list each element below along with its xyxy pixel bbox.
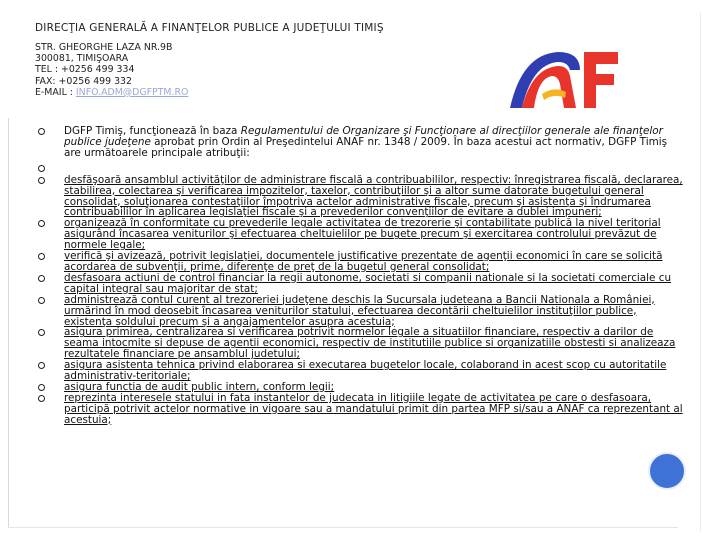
bullet-icon xyxy=(38,177,45,184)
bullet-icon xyxy=(38,128,45,135)
bullet-icon xyxy=(38,253,45,260)
attribution-text: desfăşoară ansamblul activităţilor de administrare fiscală a contribuabililor, respectiv: înregistrarea fiscală, declararea, stabilirea, colectarea şi verificarea impozitelor, taxelor, contribuţiilor şi a altor sume datorate bugetului general consolidat, soluţionarea contestaţiilor împotriva actelor administrative fiscale, precum şi asistenţa şi îndrumarea contribuabililor în aplicarea legislaţiei fiscale şi a prevederilor convenţiilor de evitare a dublei impuneri; xyxy=(64,173,683,219)
frame-left-line xyxy=(8,118,9,528)
intro-paragraph xyxy=(36,126,684,159)
bullet-icon xyxy=(38,165,45,172)
list-item xyxy=(36,327,684,360)
attribution-text: verifică şi avizează, potrivit legislaţiei, documentele justificative prezentate de agenţii economici în care se solicită acordarea de subvenţii, prime, diferenţe de preţ de la bugetul general consolidat; xyxy=(64,250,663,273)
list-item xyxy=(36,251,684,273)
frame-right-line xyxy=(700,12,701,532)
list-item xyxy=(36,273,684,295)
bullet-icon xyxy=(38,329,45,336)
email-line xyxy=(35,87,455,98)
regulation-title: Regulamentului de Organizare şi Funcţionare al direcţiilor generale ale finanţelor publice judeţene xyxy=(64,125,663,148)
blue-circle-decoration xyxy=(648,452,686,490)
anaf-logo-letter-f xyxy=(584,52,618,108)
list-item xyxy=(36,175,684,219)
attribution-text: administrează contul curent al trezoreriei judeţene deschis la Sucursala judeteana a Bancii Nationala a României, urmărind în mod deosebit încasarea veniturilor statului, efectuarea decontării cheltuielilor instituţiilor publice, existenţa soldului precum şi a angajamentelor asupra acestuia; xyxy=(64,293,655,328)
attribution-text: asigura primirea, centralizarea si verificarea potrivit normelor legale a situatiilor financiare, respectiv a darilor de seama intocmite si depuse de agentii economici, respectiv de institutiile publice si organizatiile obstesti si analizeaza rezultatele financiare pe ansamblul judetului; xyxy=(64,326,676,361)
bullet-icon xyxy=(38,297,45,304)
institution-title: DIRECŢIA GENERALĂ A FINANŢELOR PUBLICE A JUDEŢULUI TIMIŞ xyxy=(35,22,384,34)
bullet-icon xyxy=(38,395,45,402)
bullet-icon xyxy=(38,384,45,391)
bullet-icon xyxy=(38,362,45,369)
fax-line: FAX: +0256 499 332 xyxy=(35,75,132,87)
attribution-text: asigura functia de audit public intern, conform legii; xyxy=(64,380,335,393)
list-item xyxy=(36,218,684,251)
anaf-logo xyxy=(502,36,622,114)
list-item xyxy=(36,360,684,382)
anaf-logo-yellow-accent xyxy=(542,89,566,100)
intro-text-start: DGFP Timiş, funcţionează în baza xyxy=(64,125,241,137)
phone-line: TEL : +0256 499 334 xyxy=(35,64,135,76)
frame-bottom-line xyxy=(8,527,678,528)
address-line: STR. GHEORGHE LAZA NR.9B xyxy=(35,42,173,53)
email-label: E-MAIL : xyxy=(35,86,76,98)
attributions-list xyxy=(36,126,684,426)
intro-text-end: aprobat prin Ordin al Preşedintelui ANAF nr. 1348 / 2009. În baza acestui act normativ, DGFP Timiş are următoarele principale atribuţii: xyxy=(64,135,668,159)
list-item xyxy=(36,295,684,328)
bullet-icon xyxy=(38,220,45,227)
city-line: 300081, TIMIŞOARA xyxy=(35,53,129,65)
institution-header xyxy=(35,22,455,98)
attribution-text: asigura asistenta tehnica privind elaborarea si executarea bugetelor locale, colaborand in acest scop cu autoritatile administrativ-teritoriale; xyxy=(64,359,667,383)
attribution-text: organizează în conformitate cu prevederile legale activitatea de trezorerie şi contabilitate publică la nivel teritorial asigurând încasarea veniturilor şi efectuarea cheltuielilor pe bugete precum şi exercitarea controlului prevăzut de normele legale; xyxy=(64,217,661,252)
attribution-text: reprezinta interesele statului in fata instantelor de judecata in litigiile legate de activitatea pe care o desfasoara, participă potrivit actelor normative in vigoare sau a mandatului primit din partea MFP si/sau a ANAF ca reprezentant al acestuia; xyxy=(64,391,683,426)
bullet-icon xyxy=(38,275,45,282)
list-item xyxy=(36,393,684,426)
email-link[interactable]: INFO.ADM@DGFPTM.RO xyxy=(75,86,189,98)
attribution-text: desfasoara actiuni de control financiar la regii autonome, societati si companii nationale si la societati comerciale cu capital integral sau majoritar de stat; xyxy=(64,271,672,295)
empty-bullet xyxy=(36,163,684,175)
